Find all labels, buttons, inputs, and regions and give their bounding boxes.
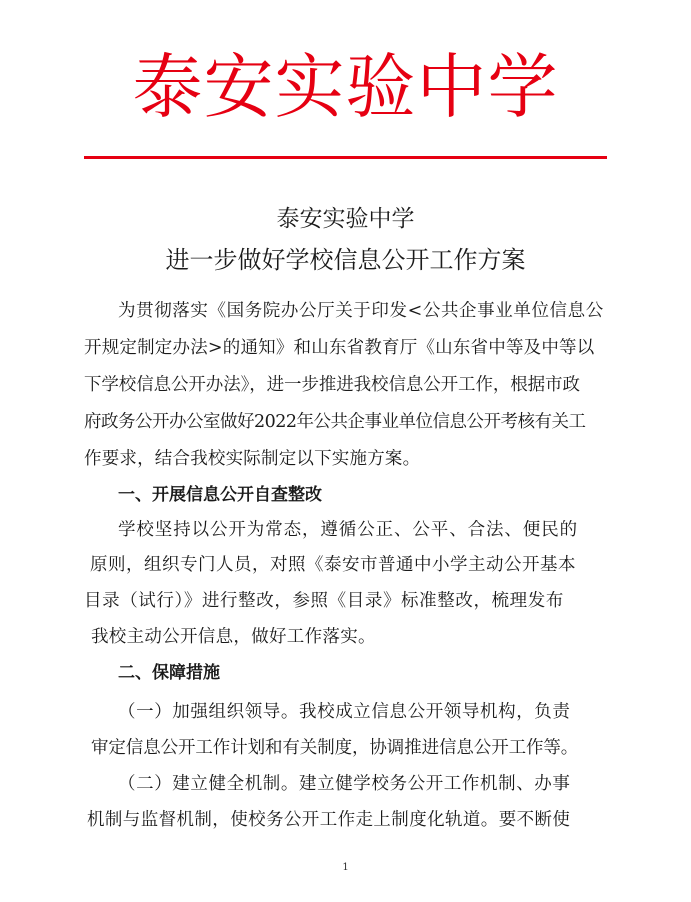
body-line: 我校主动公开信息，做好工作落实。 bbox=[91, 627, 376, 647]
page-number: 1 bbox=[342, 862, 349, 873]
section-heading-2: 二、保障措施 bbox=[118, 663, 220, 683]
body-line: 为贯彻落实《国务院办公厅关于印发<公共企事业单位信息公 bbox=[118, 301, 604, 321]
document-title-line1: 泰安实验中学 bbox=[276, 206, 415, 232]
body-line: 机制与监督机制，使校务公开工作走上制度化轨道。要不断使 bbox=[87, 810, 571, 830]
section-heading-1: 一、开展信息公开自查整改 bbox=[118, 485, 322, 505]
body-line: 审定信息公开工作计划和有关制度，协调推进信息公开工作等。 bbox=[91, 738, 579, 758]
letterhead-red-rule bbox=[84, 156, 607, 159]
body-line: 下学校信息公开办法》，进一步推进我校信息公开工作，根据市政 bbox=[84, 375, 580, 395]
body-line: 府政务公开办公室做好2022年公共企事业单位信息公开考核有关工 bbox=[84, 412, 586, 432]
body-line: 开规定制定办法>的通知》和山东省教育厅《山东省中等及中等以 bbox=[84, 338, 595, 358]
document-title-line2: 进一步做好学校信息公开工作方案 bbox=[165, 246, 526, 274]
body-line: 目录（试行）》进行整改，参照《目录》标准整改，梳理发布 bbox=[84, 591, 564, 611]
body-line: 作要求，结合我校实际制定以下实施方案。 bbox=[84, 449, 421, 469]
body-line: （一）加强组织领导。我校成立信息公开领导机构，负责 bbox=[118, 702, 571, 722]
body-line: （二）建立健全机制。建立健学校务公开工作机制、办事 bbox=[118, 774, 571, 794]
body-line: 学校坚持以公开为常态，遵循公正、公平、合法、便民的 bbox=[118, 520, 578, 540]
body-line: 原则，组织专门人员，对照《泰安市普通中小学主动公开基本 bbox=[90, 555, 576, 575]
letterhead-masthead: 泰安实验中学 bbox=[132, 46, 559, 128]
